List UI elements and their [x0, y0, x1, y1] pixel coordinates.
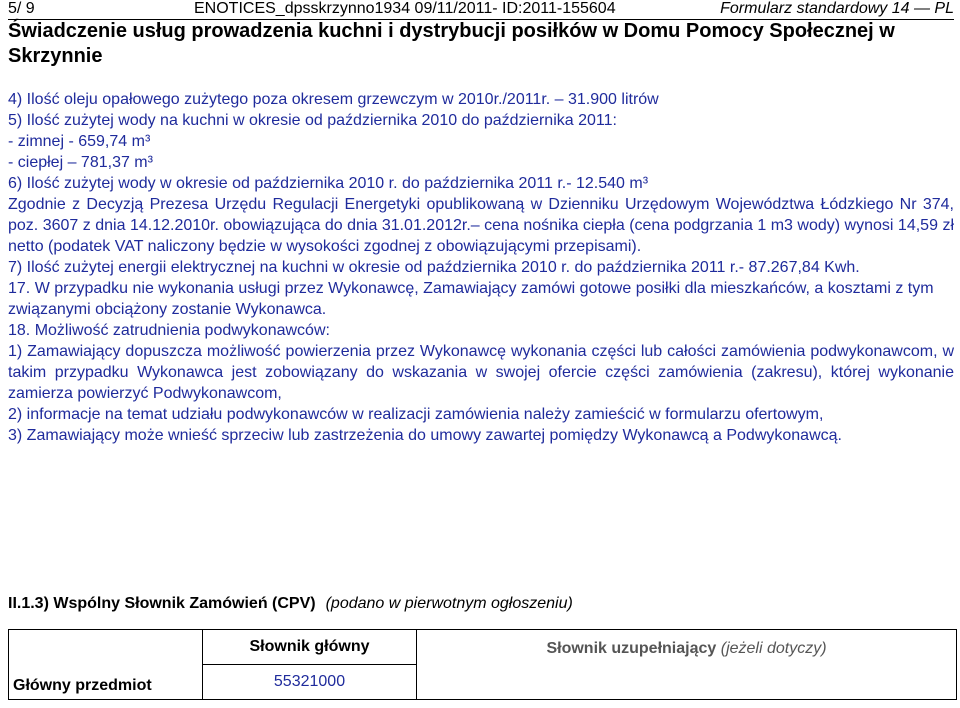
section-18-item-3: 3) Zamawiający może wnieść sprzeciw lub zastrzeżenia do umowy zawartej pomiędzy Wykonawcą a Podwykonawcą.: [8, 427, 842, 444]
cpv-row-label: Główny przedmiot: [9, 630, 203, 700]
section-18-item-1: 1) Zamawiający dopuszcza możliwość powierzenia przez Wykonawcę wykonania części lub całości zamówienia podwykonawcom, w takim przypadku Wykonawca jest zobowiązany do wskazania w swojej ofercie części zamówienia (zakresu), której wykonanie zamierza powierzyć Podwykonawcom,: [8, 343, 954, 402]
cpv-col-main: Słownik główny: [203, 630, 417, 665]
item-4-oil: 4) Ilość oleju opałowego zużytego poza okresem grzewczym w 2010r./2011r. – 31.900 litrów: [8, 91, 659, 108]
document-title: Świadczenie usług prowadzenia kuchni i dystrybucji posiłków w Domu Pomocy Społecznej w Skrzynnie: [8, 20, 895, 67]
cpv-col-supp-cell: [417, 630, 957, 700]
cpv-col-supp-note: (jeżeli dotyczy): [720, 640, 827, 657]
page-header: [8, 0, 954, 20]
heat-price-decision: Zgodnie z Decyzją Prezesa Urzędu Regulacji Energetyki opublikowaną w Dzienniku Urzędowym Województwa Łódzkiego Nr 374, poz. 3607 z dnia 14.12.2010r. obowiązująca do dnia 31.01.2012r.– cena nośnika ciepła (cena podgrzania 1 m3 wody) wynosi 14,59 zł netto (podatek VAT naliczony będzie w wysokości zgodnej z obowiązującymi przepisami).: [8, 196, 954, 255]
cpv-note: (podano w pierwotnym ogłoszeniu): [325, 595, 573, 612]
page-number: 5/ 9: [8, 0, 35, 17]
item-6-water-total: 6) Ilość zużytej wody w okresie od października 2010 r. do października 2011 r.- 12.540 m³: [8, 175, 649, 192]
form-name: Formularz standardowy 14 — PL: [720, 0, 954, 17]
section-18-heading: 18. Możliwość zatrudnienia podwykonawców:: [8, 322, 330, 339]
document-body: [8, 89, 954, 446]
item-5-cold-water: - zimnej - 659,74 m³: [8, 133, 151, 150]
cpv-code: 55321000: [203, 665, 417, 700]
cpv-heading: II.1.3) Wspólny Słownik Zamówień (CPV): [8, 595, 316, 612]
notice-id: ENOTICES_dpsskrzynno1934 09/11/2011- ID:2011-155604: [194, 0, 616, 17]
item-7-electricity: 7) Ilość zużytej energii elektrycznej na kuchni w okresie od października 2010 r. do października 2011 r.- 87.267,84 Kwh.: [8, 259, 860, 276]
table-row: [9, 630, 957, 665]
section-18-item-2: 2) informacje na temat udziału podwykonawców w realizacji zamówienia należy zamieścić w formularzu ofertowym,: [8, 406, 824, 423]
cpv-col-supp: Słownik uzupełniający: [546, 640, 717, 657]
item-5-water-kitchen: 5) Ilość zużytej wody na kuchni w okresie od października 2010 do października 2011:: [8, 112, 617, 129]
item-5-hot-water: - ciepłej – 781,37 m³: [8, 154, 153, 171]
cpv-table: [8, 629, 957, 700]
section-17: 17. W przypadku nie wykonania usługi przez Wykonawcę, Zamawiający zamówi gotowe posiłki dla mieszkańców, a kosztami z tym związanymi obciążony zostanie Wykonawca.: [8, 280, 934, 318]
cpv-heading-line: [8, 595, 573, 613]
